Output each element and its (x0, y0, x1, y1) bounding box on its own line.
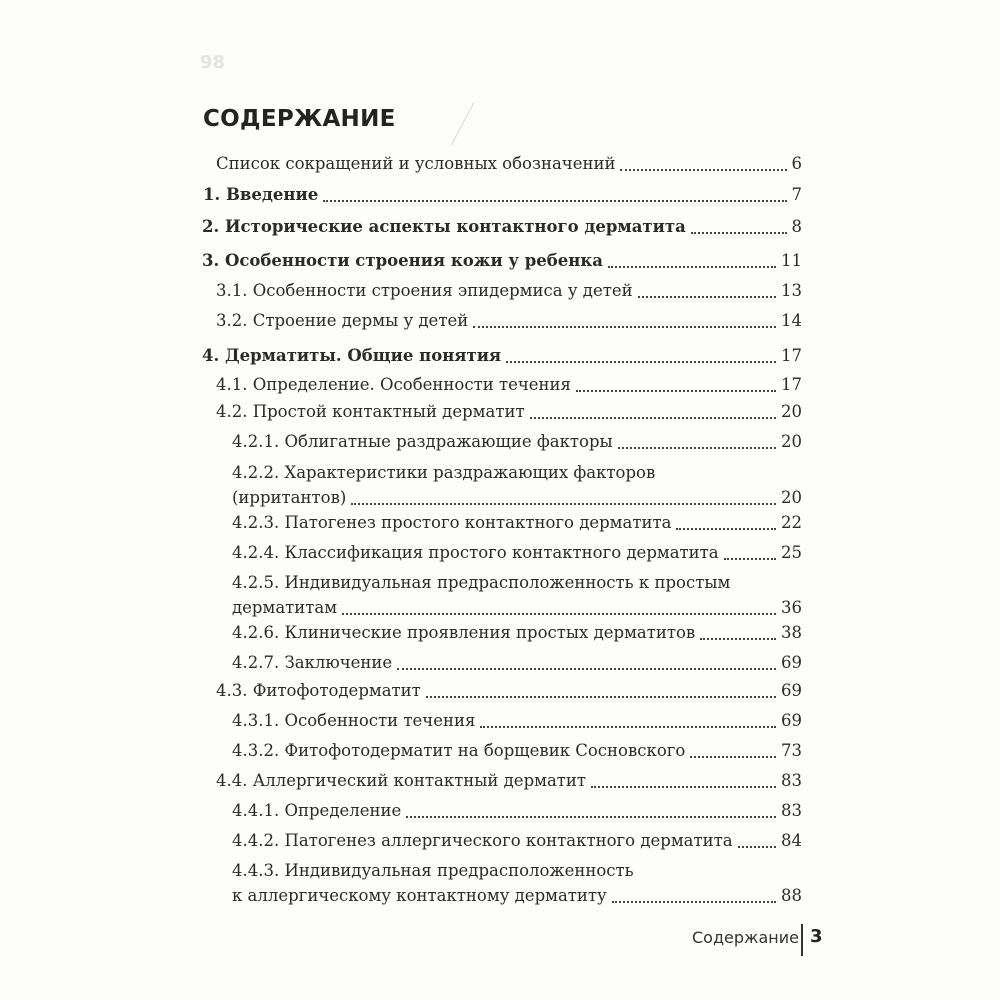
toc-entry-title: 4.2.5. Индивидуальная предрасположенность к простым (232, 573, 731, 592)
toc-entry-title: 3. Особенности строения кожи у ребенка (202, 251, 603, 270)
toc-entry-page: 83 (781, 801, 802, 820)
dot-leader (724, 557, 776, 560)
page-number: 3 (810, 926, 823, 947)
toc-entry-page: 25 (781, 543, 802, 562)
dot-leader (576, 389, 776, 392)
toc-entry-page: 83 (781, 771, 802, 790)
toc-entry-page: 20 (781, 402, 802, 421)
dot-leader (618, 446, 776, 449)
toc-entry-title: 2. Исторические аспекты контактного дерматита (202, 217, 686, 236)
dot-leader (690, 755, 776, 758)
dot-leader (638, 295, 776, 298)
paper-scratch-mark (451, 103, 474, 146)
toc-entry-title: Список сокращений и условных обозначений (216, 154, 616, 173)
dot-leader (620, 168, 786, 171)
dot-leader (691, 231, 787, 234)
bleed-through-text: 98 (200, 52, 226, 73)
toc-entry-title: 4.2. Простой контактный дерматит (216, 402, 525, 421)
toc-entry-title: 1. Введение (203, 185, 319, 204)
toc-entry-page: 8 (791, 217, 802, 236)
toc-entry-page: 6 (791, 154, 802, 173)
page-title: СОДЕРЖАНИЕ (203, 106, 396, 132)
toc-entry-title: 4.2.3. Патогенез простого контактного дерматита (232, 513, 672, 532)
toc-entry-page: 84 (781, 831, 802, 850)
toc-entry-page: 22 (781, 513, 802, 532)
toc-entry-page: 69 (781, 681, 802, 700)
toc-entry-page: 69 (781, 653, 802, 672)
toc-entry-page: 73 (781, 741, 802, 760)
toc-entry-title: к аллергическому контактному дерматиту (232, 886, 607, 905)
toc-entry-title: 4.2.6. Клинические проявления простых дерматитов (232, 623, 696, 642)
dot-leader (426, 695, 776, 698)
toc-entry-page: 69 (781, 711, 802, 730)
dot-leader (473, 325, 776, 328)
toc-entry-page: 17 (781, 346, 802, 365)
dot-leader (530, 416, 776, 419)
running-footer-label: Содержание (692, 928, 799, 947)
toc-entry-page: 88 (781, 886, 802, 905)
dot-leader (591, 785, 776, 788)
footer-divider (801, 924, 803, 956)
dot-leader (397, 667, 776, 670)
toc-entry-page: 7 (791, 185, 802, 204)
dot-leader (406, 815, 776, 818)
toc-entry-page: 17 (781, 375, 802, 394)
toc-entry-title: дерматитам (232, 598, 338, 617)
dot-leader (700, 637, 776, 640)
toc-entry-title: 3.2. Строение дермы у детей (216, 311, 469, 330)
dot-leader (608, 265, 776, 268)
toc-entry-title: (ирритантов) (232, 488, 347, 507)
dot-leader (506, 360, 776, 363)
toc-entry-title: 4.4.2. Патогенез аллергического контактного дерматита (232, 831, 733, 850)
dot-leader (480, 725, 776, 728)
toc-entry-title: 4.3.1. Особенности течения (232, 711, 476, 730)
toc-entry-title: 4.4.1. Определение (232, 801, 402, 820)
toc-entry-title: 4.3.2. Фитофотодерматит на борщевик Сосновского (232, 741, 686, 760)
toc-entry-title: 4. Дерматиты. Общие понятия (202, 346, 502, 365)
toc-entry-page: 20 (781, 432, 802, 451)
toc-entry-title: 4.2.2. Характеристики раздражающих факторов (232, 463, 656, 482)
toc-entry-page: 11 (781, 251, 802, 270)
dot-leader (323, 199, 786, 202)
dot-leader (612, 900, 776, 903)
toc-entry-title: 4.2.4. Классификация простого контактного дерматита (232, 543, 719, 562)
toc-entry-page: 14 (781, 311, 802, 330)
toc-entry-title: 4.2.7. Заключение (232, 653, 393, 672)
toc-entry-title: 3.1. Особенности строения эпидермиса у детей (216, 281, 633, 300)
toc-entry-title: 4.3. Фитофотодерматит (216, 681, 421, 700)
toc-entry-title: 4.4.3. Индивидуальная предрасположенность (232, 861, 634, 880)
toc-entry-title: 4.1. Определение. Особенности течения (216, 375, 571, 394)
toc-entry-page: 13 (781, 281, 802, 300)
toc-entry-page: 20 (781, 488, 802, 507)
toc-entry-title: 4.4. Аллергический контактный дерматит (216, 771, 587, 790)
toc-entry-page: 38 (781, 623, 802, 642)
dot-leader (676, 527, 776, 530)
dot-leader (738, 845, 776, 848)
toc-entry-page: 36 (781, 598, 802, 617)
toc-entry-title: 4.2.1. Облигатные раздражающие факторы (232, 432, 613, 451)
